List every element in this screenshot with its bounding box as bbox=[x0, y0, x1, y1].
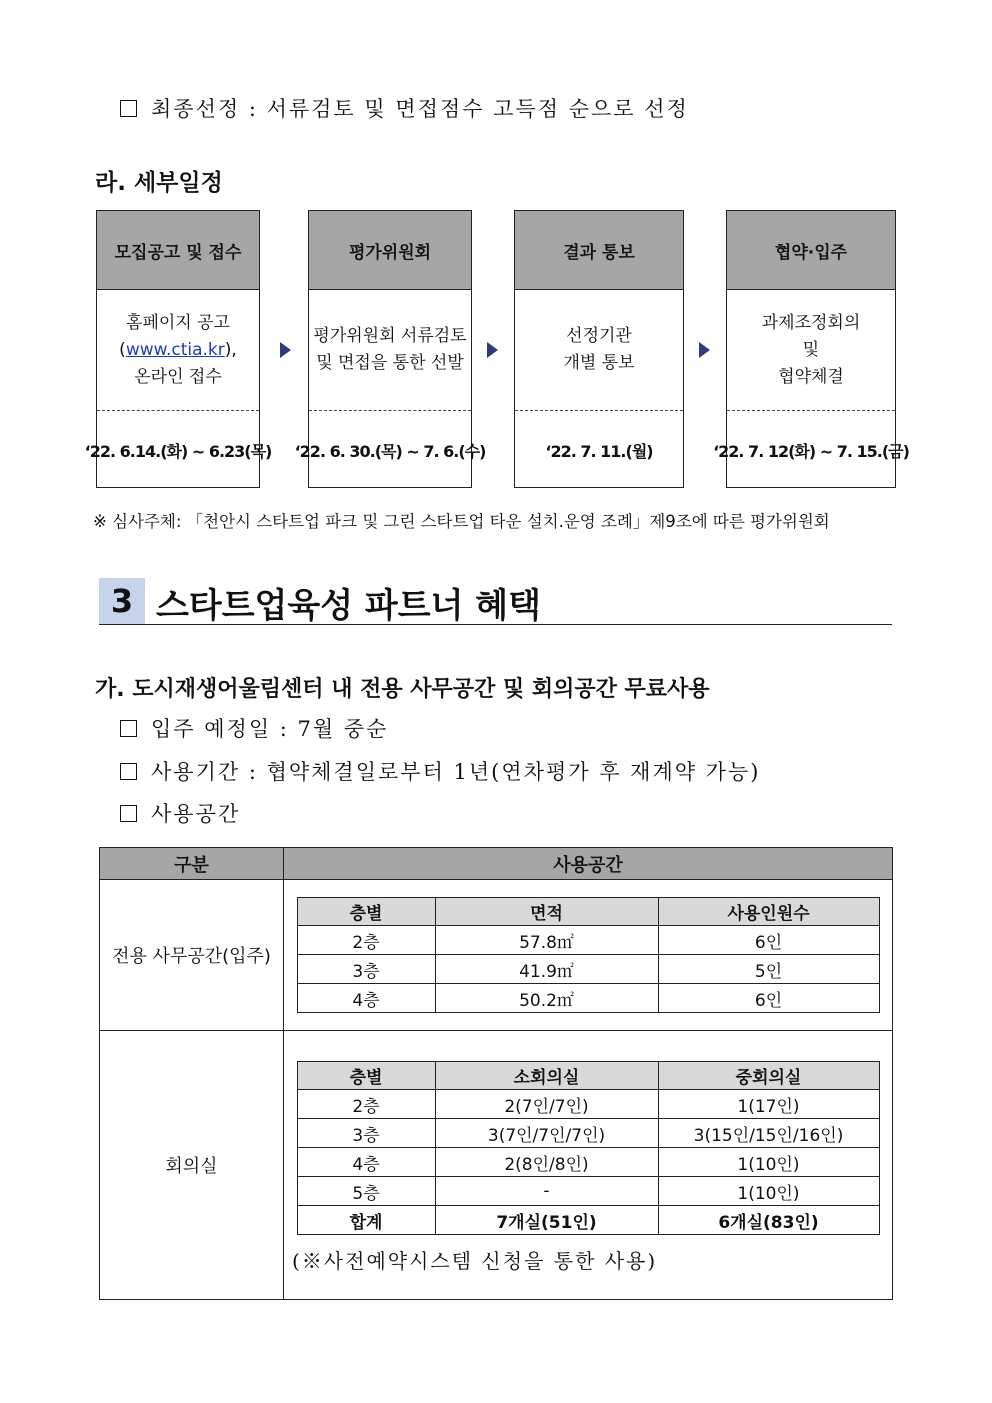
step-body: 홈페이지 공고 (www.ctia.kr), 온라인 접수 bbox=[97, 290, 259, 411]
step-head: 모집공고 및 접수 bbox=[97, 211, 259, 290]
section-number: 3 bbox=[99, 578, 145, 624]
step-body: 선정기관 개별 통보 bbox=[515, 290, 683, 411]
homepage-link[interactable]: www.ctia.kr bbox=[125, 339, 225, 360]
meeting-table bbox=[297, 1061, 880, 1235]
selection-bullet bbox=[120, 93, 689, 123]
reservation-note: (※사전예약시스템 신청을 통한 사용) bbox=[292, 1249, 658, 1273]
section-divider bbox=[99, 624, 892, 625]
bullet-space: 사용공간 bbox=[120, 798, 240, 828]
bullet-move-in: 입주 예정일 : 7월 중순 bbox=[120, 713, 388, 743]
checkbox-square-icon bbox=[120, 720, 137, 737]
step-head: 협약·입주 bbox=[727, 211, 895, 290]
step-date: ‘22. 6. 30.(목) ~ 7. 6.(수) bbox=[294, 441, 486, 461]
table-row: 2층 2(7인/7인) 1(17인) bbox=[297, 1090, 879, 1119]
step-head: 평가위원회 bbox=[309, 211, 471, 290]
space-table bbox=[99, 847, 893, 1300]
table-row: 2층 57.8㎡ 6인 bbox=[297, 926, 879, 955]
table-row: 5층 - 1(10인) bbox=[297, 1177, 879, 1206]
meeting-label: 회의실 bbox=[100, 1031, 284, 1300]
section-title: 스타트업육성 파트너 혜택 bbox=[156, 586, 541, 626]
schedule-step-3 bbox=[514, 210, 684, 488]
header-category: 구분 bbox=[100, 848, 284, 880]
table-row: 3층 3(7인/7인/7인) 3(15인/15인/16인) bbox=[297, 1119, 879, 1148]
total-row: 합계 7개실(51인) 6개실(83인) bbox=[297, 1206, 879, 1235]
arrow-right-icon bbox=[280, 342, 291, 358]
step-body: 평가위원회 서류검토 및 면접을 통한 선발 bbox=[309, 290, 471, 411]
schedule-step-1 bbox=[84, 210, 272, 488]
checkbox-square-icon bbox=[120, 763, 137, 780]
review-note: ※ 심사주체: 「천안시 스타트업 파크 및 그린 스타트업 타운 설치.운영 조례」제9조에 따른 평가위원회 bbox=[93, 512, 830, 531]
table-row: 4층 50.2㎡ 6인 bbox=[297, 984, 879, 1013]
arrow-right-icon bbox=[487, 342, 498, 358]
step-date: ‘22. 7. 12(화) ~ 7. 15.(금) bbox=[713, 441, 909, 461]
schedule-step-2 bbox=[294, 210, 486, 488]
arrow-right-icon bbox=[699, 342, 710, 358]
office-table bbox=[297, 897, 880, 1013]
col-area: 면적 bbox=[435, 898, 658, 926]
checkbox-square-icon bbox=[120, 805, 137, 822]
bullet-period: 사용기간 : 협약체결일로부터 1년(연차평가 후 재계약 가능) bbox=[120, 756, 760, 786]
office-label: 전용 사무공간(입주) bbox=[100, 880, 284, 1031]
step-date: ‘22. 6.14.(화) ~ 6.23(목) bbox=[84, 441, 272, 461]
step-date: ‘22. 7. 11.(월) bbox=[545, 441, 653, 461]
schedule-step-4 bbox=[713, 210, 909, 488]
col-floor: 층별 bbox=[297, 898, 435, 926]
table-row: 4층 2(8인/8인) 1(10인) bbox=[297, 1148, 879, 1177]
schedule-heading: 라. 세부일정 bbox=[95, 170, 223, 196]
header-space: 사용공간 bbox=[284, 848, 893, 880]
selection-text: 최종선정 : 서류검토 및 면접점수 고득점 순으로 선정 bbox=[151, 97, 689, 121]
benefit-subheading: 가. 도시재생어울림센터 내 전용 사무공간 및 회의공간 무료사용 bbox=[95, 677, 710, 702]
step-head: 결과 통보 bbox=[515, 211, 683, 290]
table-row: 3층 41.9㎡ 5인 bbox=[297, 955, 879, 984]
col-small-room: 소회의실 bbox=[435, 1062, 658, 1090]
step-body: 과제조정회의 및 협약체결 bbox=[727, 290, 895, 411]
col-capacity: 사용인원수 bbox=[658, 898, 879, 926]
col-medium-room: 중회의실 bbox=[658, 1062, 879, 1090]
checkbox-square-icon bbox=[120, 100, 137, 117]
col-floor: 층별 bbox=[297, 1062, 435, 1090]
